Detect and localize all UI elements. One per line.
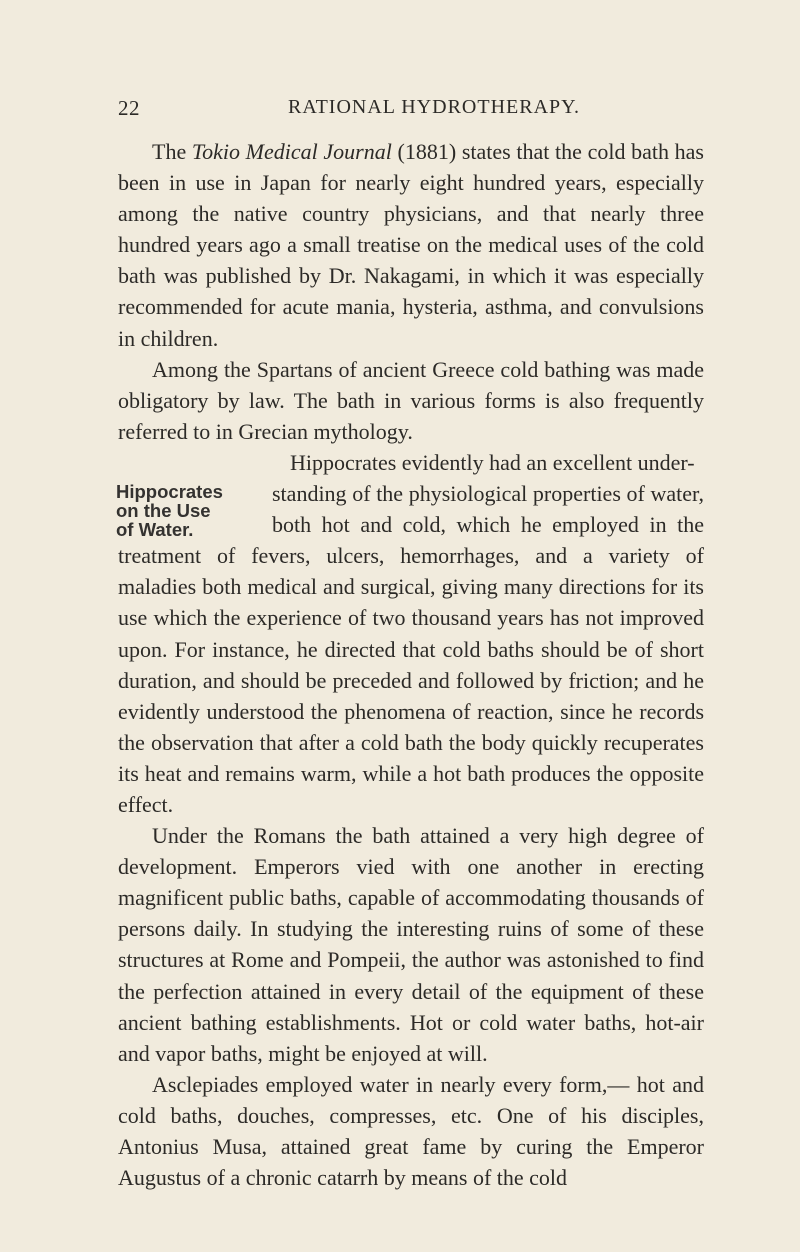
paragraph-3-lead: Hippocrates evidently had an excellent under- — [290, 449, 695, 475]
page-header — [118, 96, 698, 124]
paragraph-4: Under the Romans the bath attained a very high degree of development. Emperors vied with one another in erecting magnificent public baths, capable of accommodating thousands of persons daily. In studying the interesting ruins of some of these structures at Rome and Pompeii, the author was astonished to find the perfection attained in every detail of the equipment of these ancient bathing establishments. Hot or cold water baths, hot-air and vapor baths, might be enjoyed at will. — [118, 823, 704, 1066]
page-number: 22 — [118, 96, 140, 120]
paragraph-2: Among the Spartans of ancient Greece cold bathing was made obligatory by law. The bath in various forms is also frequently referred to in Grecian mythology. — [118, 356, 704, 444]
body-text — [118, 136, 704, 1193]
sidenote-line-1: Hippocrates — [116, 481, 223, 503]
paragraph-3-text: standing of the physiological properties of water, both hot and cold, which he employed in the treatment of fevers, ulcers, hemorrhages, and a variety of maladies both medical and surgical, giving many directions for its use which the experience of two thousand years has not improved upon. For instance, he directed that cold baths should be of short duration, and should be preceded and followed by friction; and he evidently understood the phenomena of reaction, since he records the observation that after a cold bath the body quickly recuperates its heat and remains warm, while a hot bath produces the opposite effect. — [118, 481, 704, 817]
paragraph-1 — [118, 136, 704, 354]
paragraph-3 — [118, 447, 704, 820]
paragraph-1-intro: The — [152, 139, 192, 164]
sidenote-line-3: of Water. — [116, 519, 194, 541]
paragraph-1-text: (1881) states that the cold bath has been in use in Japan for nearly eight hundred years, especially among the native country physicians, and that nearly three hundred years ago a small treatise on the medical uses of the cold bath was published by Dr. Nakagami, in which it was especially recommended for acute mania, hysteria, asthma, and convulsions in children. — [118, 139, 704, 351]
margin-sidenote — [116, 482, 262, 539]
paragraph-5: Asclepiades employed water in nearly every form,— hot and cold baths, douches, compresses, etc. One of his disciples, Antonius Musa, attained great fame by curing the Emperor Augustus of a chronic catarrh by means of the cold — [118, 1071, 704, 1191]
journal-title: Tokio Medical Journal — [191, 139, 392, 164]
sidenote-line-2: on the Use — [116, 500, 211, 522]
running-head: RATIONAL HYDROTHERAPY. — [288, 96, 581, 118]
